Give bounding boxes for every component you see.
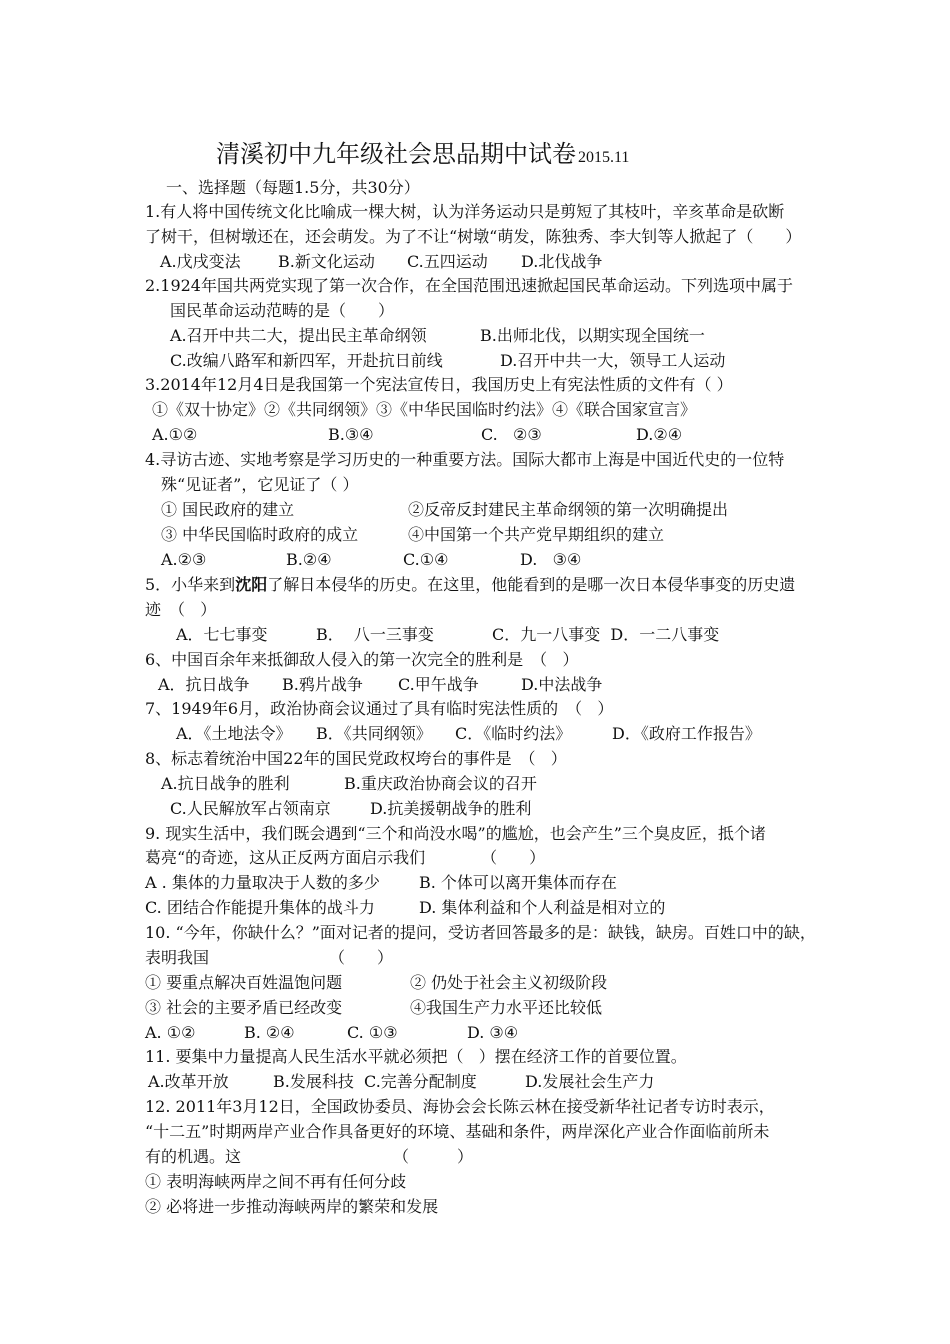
q2-line2: 国民革命运动范畴的是（ ）	[170, 301, 395, 320]
q5-option-a: A．七七事变	[176, 625, 268, 644]
q10-option-b: B. ②④	[244, 1023, 295, 1042]
q10-line2: 表明我国 （ ）	[145, 948, 394, 967]
q3-option-d: D.②④	[636, 425, 683, 444]
q4-line2: 殊“见证者”，它见证了（ ）	[161, 475, 359, 494]
q6-option-b: B.鸦片战争	[282, 675, 363, 694]
q12-statement-2: ② 必将进一步推动海峡两岸的繁荣和发展	[145, 1197, 439, 1216]
q9-option-b: B. 个体可以离开集体而存在	[419, 873, 617, 892]
q11-option-a: A.改革开放	[148, 1072, 229, 1091]
q11-line1: 11. 要集中力量提高人民生活水平就必须把（ ）摆在经济工作的首要位置。	[145, 1047, 687, 1066]
q2-option-b: B.出师北伐，以期实现全国统一	[480, 326, 705, 345]
q2-line1: 2.1924年国共两党实现了第一次合作，在全国范围迅速掀起国民革命运动。下列选项中属于	[145, 276, 793, 295]
q5-option-b: B． 八一三事变	[316, 625, 434, 644]
q7-option-d: D．《政府工作报告》	[612, 724, 761, 743]
q10-statement-3: ③ 社会的主要矛盾已经改变	[145, 998, 343, 1017]
q7-option-b: B．《共同纲领》	[316, 724, 432, 743]
q5-line2: 迹 （ ）	[145, 600, 217, 619]
q3-line2: ①《双十协定》②《共同纲领》③《中华民国临时约法》④《联合国家宣言》	[152, 400, 697, 419]
q12-line3: 有的机遇。这 （ ）	[145, 1147, 474, 1166]
q7-option-a: A．《土地法令》	[176, 724, 292, 743]
q4-statement-1: ① 国民政府的建立	[161, 500, 295, 519]
q5-option-cd: C．九一八事变 D．一二八事变	[492, 625, 720, 644]
q11-option-bc: B.发展科技 C.完善分配制度	[273, 1072, 477, 1091]
q5-line1-bold: 沈阳	[235, 575, 268, 594]
q9-option-d: D. 集体利益和个人利益是相对立的	[419, 898, 666, 917]
q8-option-c: C.人民解放军占领南京	[170, 799, 331, 818]
q2-option-a: A.召开中共二大，提出民主革命纲领	[170, 326, 427, 345]
q1-line1: 1.有人将中国传统文化比喻成一棵大树，认为洋务运动只是剪短了其枝叶，辛亥革命是砍断	[145, 202, 785, 221]
q12-line1: 12. 2011年3月12日，全国政协委员、海协会会长陈云林在接受新华社记者专访时表示，	[145, 1097, 775, 1116]
q6-option-c: C.甲午战争	[398, 675, 479, 694]
q4-line1: 4.寻访古迹、实地考察是学习历史的一种重要方法。国际大都市上海是中国近代史的一位特	[145, 450, 785, 469]
q4-option-c: C.①④	[403, 550, 449, 569]
title-year: 2015.11	[578, 149, 630, 166]
q3-option-c: C. ②③	[481, 425, 542, 444]
page-title	[216, 134, 629, 169]
q5-line1-post: 了解日本侵华的历史。在这里，他能看到的是哪一次日本侵华事变的历史遗	[267, 575, 796, 594]
q10-line1: 10. “今年，你缺什么？”面对记者的提问，受访者回答最多的是：缺钱，缺房。百姓口中的缺，	[145, 923, 816, 942]
q9-line1: 9. 现实生活中，我们既会遇到“三个和尚没水喝”的尴尬，也会产生”三个臭皮匠，抵个诸	[145, 824, 766, 843]
q10-option-d: D. ③④	[467, 1023, 519, 1042]
q4-option-a: A.②③	[161, 550, 207, 569]
q1-line2: 了树干，但树墩还在，还会萌发。为了不让“树墩“萌发，陈独秀、李大钊等人掀起了（ ）	[145, 227, 802, 246]
q1-option-b: B.新文化运动	[278, 252, 375, 271]
q4-statement-3: ③ 中华民国临时政府的成立	[161, 525, 359, 544]
q8-option-b: B.重庆政治协商会议的召开	[344, 774, 537, 793]
q1-option-d: D.北伐战争	[521, 252, 603, 271]
q7-option-c: C．《临时约法》	[455, 724, 572, 743]
q4-option-d: D. ③④	[520, 550, 582, 569]
q10-statement-4: ④我国生产力水平还比较低	[410, 998, 603, 1017]
q2-option-d: D.召开中共一大，领导工人运动	[500, 351, 726, 370]
q5-line1	[145, 573, 795, 597]
q8-option-a: A.抗日战争的胜利	[161, 774, 290, 793]
q4-statement-2: ②反帝反封建民主革命纲领的第一次明确提出	[408, 500, 729, 519]
q6-option-d: D.中法战争	[521, 675, 603, 694]
q9-option-a: A . 集体的力量取决于人数的多少	[145, 873, 380, 892]
q3-line1: 3.2014年12月4日是我国第一个宪法宣传日，我国历史上有宪法性质的文件有（ ）	[145, 375, 733, 394]
q8-line1: 8、标志着统治中国22年的国民党政权垮台的事件是 （ ）	[145, 749, 567, 768]
q9-line2: 葛亮“的奇迹，这从正反两方面启示我们 （ ）	[145, 848, 546, 867]
q10-option-c: C. ①③	[347, 1023, 398, 1042]
q6-line1: 6、中国百余年来抵御敌人侵入的第一次完全的胜利是 （ ）	[145, 650, 579, 669]
q10-statement-1: ① 要重点解决百姓温饱问题	[145, 973, 343, 992]
q10-option-a: A. ①②	[145, 1023, 196, 1042]
q6-option-a: A．抗日战争	[158, 675, 250, 694]
q8-option-d: D.抗美援朝战争的胜利	[370, 799, 532, 818]
q3-option-b: B.③④	[328, 425, 374, 444]
section-heading: 一、选择题（每题1.5分，共30分）	[166, 178, 420, 197]
q1-option-a: A.戊戌变法	[160, 252, 241, 271]
q2-option-c: C.改编八路军和新四军，开赴抗日前线	[170, 351, 443, 370]
q12-statement-1: ① 表明海峡两岸之间不再有任何分歧	[145, 1172, 407, 1191]
q11-option-d: D.发展社会生产力	[525, 1072, 655, 1091]
q3-option-a: A.①②	[152, 425, 198, 444]
q10-statement-2: ② 仍处于社会主义初级阶段	[410, 973, 608, 992]
q9-option-c: C. 团结合作能提升集体的战斗力	[145, 898, 375, 917]
q7-line1: 7、1949年6月，政治协商会议通过了具有临时宪法性质的 （ ）	[145, 699, 614, 718]
q4-statement-4: ④中国第一个共产党早期组织的建立	[408, 525, 665, 544]
q4-option-b: B.②④	[286, 550, 332, 569]
title-text: 清溪初中九年级社会思品期中试卷	[216, 140, 576, 168]
q5-line1-pre: 5．小华来到	[145, 575, 236, 594]
q1-option-c: C.五四运动	[407, 252, 488, 271]
q12-line2: “十二五”时期两岸产业合作具备更好的环境、基础和条件，两岸深化产业合作面临前所未	[145, 1122, 770, 1141]
